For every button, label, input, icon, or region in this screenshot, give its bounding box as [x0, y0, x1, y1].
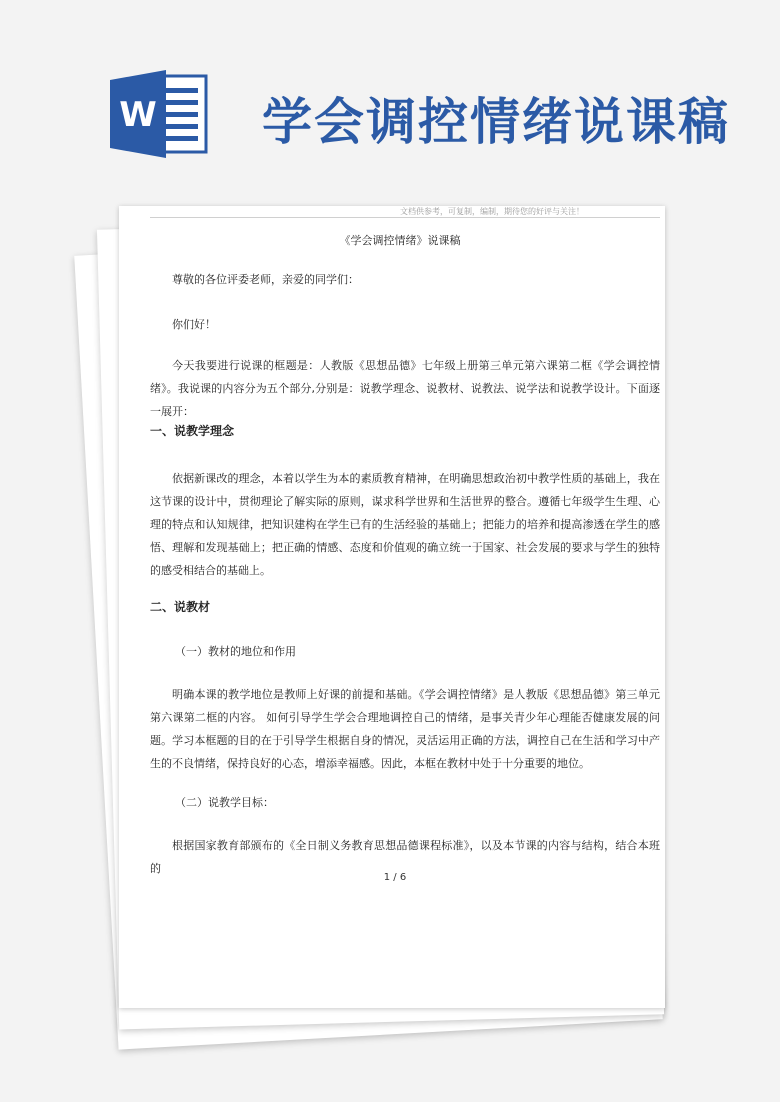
section2-heading: 二、说教材: [150, 600, 211, 614]
section1-paragraph: 依据新课改的理念，本着以学生为本的素质教育精神，在明确思想政治初中教学性质的基础上，我在这节课的设计中，贯彻理论了解实际的原则，谋求科学世界和生活世界的整合。遵循七年级学生生理、心理的特点和认知规律，把知识建构在学生已有的生活经验的基础上；把能力的培养和提高渗透在学生的感悟、理解和发现基础上；把正确的情感、态度和价值观的确立统一于国家、社会发展的要求与学生的独特的感受相结合的基础上。: [150, 472, 660, 577]
sub2-paragraph: 根据国家教育部颁布的《全日制义务教育思想品德课程标准》，以及本节课的内容与结构，结合本班的: [150, 839, 660, 875]
page-number: 1 / 6: [383, 872, 407, 883]
header-note: 文档供参考，可复制，编制，期待您的好评与关注！: [400, 207, 584, 216]
sub2-heading: （二）说教学目标：: [175, 796, 274, 809]
banner: [0, 0, 780, 200]
document-title: 《学会调控情绪》说课稿: [339, 234, 461, 247]
section1-heading: 一、说教学理念: [150, 424, 235, 438]
hello: 你们好！: [172, 318, 216, 331]
intro-paragraph: 今天我要进行说课的框题是：人教版《思想品德》七年级上册第三单元第六课第二框《学会调控情绪》。我说课的内容分为五个部分,分别是：说教学理念、说教材、说教法、说学法和说教学设计。下面逐一展开：: [150, 359, 660, 418]
sub1-paragraph: 明确本课的教学地位是教师上好课的前提和基础。《学会调控情绪》是人教版《思想品德》第三单元第六课第二框的内容。 如何引导学生学会合理地调控自己的情绪，是事关青少年心理能否健康发展的问题。学习本框题的目的在于引导学生根据自身的情况，灵活运用正确的方法，调控自己在生活和学习中产生的不良情绪，保持良好的心态，增添幸福感。因此，本框在教材中处于十分重要的地位。: [150, 688, 660, 770]
word-logo-icon: [108, 68, 208, 160]
banner-title: 学会调控情绪说课稿: [262, 92, 730, 151]
header-divider: [150, 217, 660, 218]
word-logo-letter: W: [119, 95, 157, 135]
sub1-heading: （一）教材的地位和作用: [175, 645, 296, 658]
greeting: 尊敬的各位评委老师，亲爱的同学们：: [172, 273, 359, 286]
